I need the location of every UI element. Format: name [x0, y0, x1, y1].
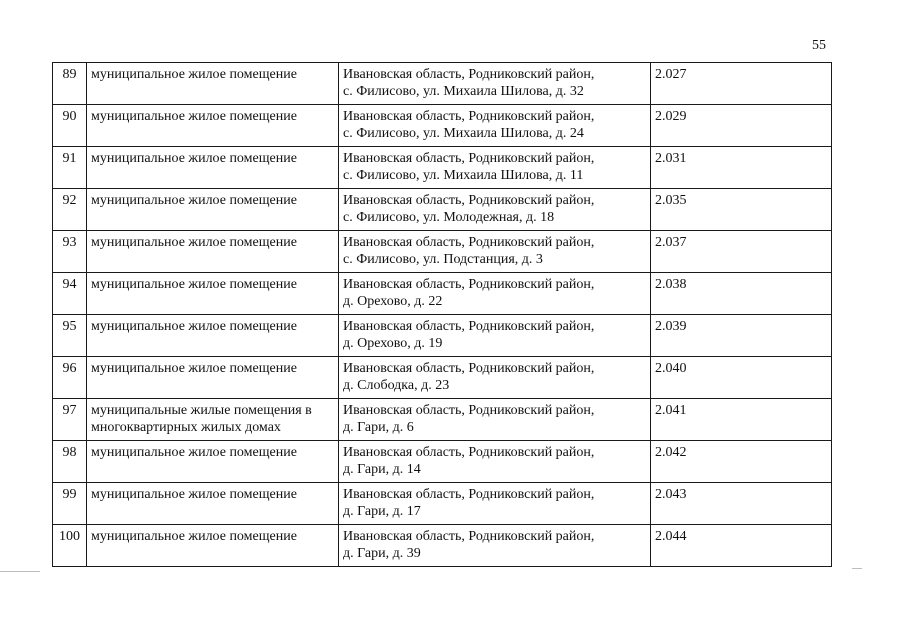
- table-row: [53, 441, 832, 483]
- table-row: [53, 189, 832, 231]
- table-row: [53, 147, 832, 189]
- property-address: [339, 525, 651, 567]
- property-code: 2.029: [651, 105, 832, 147]
- property-address: [339, 399, 651, 441]
- row-number: 99: [53, 483, 87, 525]
- address-line: Ивановская область, Родниковский район,: [343, 487, 595, 502]
- address-line: д. Гари, д. 39: [343, 546, 421, 561]
- property-address: [339, 441, 651, 483]
- address-line: Ивановская область, Родниковский район,: [343, 277, 595, 292]
- property-name: муниципальное жилое помещение: [87, 105, 339, 147]
- property-code: 2.037: [651, 231, 832, 273]
- property-code: 2.042: [651, 441, 832, 483]
- table-row: [53, 525, 832, 567]
- property-code: 2.039: [651, 315, 832, 357]
- address-line: с. Филисово, ул. Михаила Шилова, д. 32: [343, 84, 584, 99]
- property-address: [339, 147, 651, 189]
- page-number: 55: [812, 38, 826, 53]
- property-code: 2.031: [651, 147, 832, 189]
- address-line: д. Орехово, д. 22: [343, 294, 443, 309]
- address-line: д. Гари, д. 14: [343, 462, 421, 477]
- address-line: Ивановская область, Родниковский район,: [343, 403, 595, 418]
- table-row: [53, 273, 832, 315]
- address-line: д. Слободка, д. 23: [343, 378, 450, 393]
- property-code: 2.035: [651, 189, 832, 231]
- address-line: Ивановская область, Родниковский район,: [343, 67, 595, 82]
- property-code: 2.027: [651, 63, 832, 105]
- property-name: муниципальное жилое помещение: [87, 147, 339, 189]
- property-name: муниципальное жилое помещение: [87, 357, 339, 399]
- address-line: Ивановская область, Родниковский район,: [343, 445, 595, 460]
- address-line: Ивановская область, Родниковский район,: [343, 235, 595, 250]
- table-row: [53, 399, 832, 441]
- table-row: [53, 483, 832, 525]
- property-address: [339, 273, 651, 315]
- row-number: 92: [53, 189, 87, 231]
- address-line: Ивановская область, Родниковский район,: [343, 319, 595, 334]
- property-code: 2.041: [651, 399, 832, 441]
- address-line: с. Филисово, ул. Молодежная, д. 18: [343, 210, 555, 225]
- property-code: 2.038: [651, 273, 832, 315]
- row-number: 96: [53, 357, 87, 399]
- row-number: 95: [53, 315, 87, 357]
- address-line: д. Гари, д. 17: [343, 504, 421, 519]
- property-name: муниципальные жилые помещения в многоквартирных жилых домах: [87, 399, 339, 441]
- property-name: муниципальное жилое помещение: [87, 441, 339, 483]
- table-body: [53, 63, 832, 567]
- address-line: Ивановская область, Родниковский район,: [343, 109, 595, 124]
- address-line: Ивановская область, Родниковский район,: [343, 193, 595, 208]
- address-line: д. Гари, д. 6: [343, 420, 414, 435]
- address-line: Ивановская область, Родниковский район,: [343, 361, 595, 376]
- table-row: [53, 315, 832, 357]
- property-name: муниципальное жилое помещение: [87, 273, 339, 315]
- property-name: муниципальное жилое помещение: [87, 231, 339, 273]
- property-address: [339, 315, 651, 357]
- table-row: [53, 63, 832, 105]
- property-name: муниципальное жилое помещение: [87, 483, 339, 525]
- row-number: 93: [53, 231, 87, 273]
- row-number: 98: [53, 441, 87, 483]
- property-address: [339, 63, 651, 105]
- table-row: [53, 105, 832, 147]
- property-code: 2.044: [651, 525, 832, 567]
- property-address: [339, 105, 651, 147]
- property-address: [339, 231, 651, 273]
- address-line: д. Орехово, д. 19: [343, 336, 443, 351]
- table-row: [53, 231, 832, 273]
- property-address: [339, 357, 651, 399]
- property-table: [52, 62, 832, 567]
- scan-artifact-line: [852, 568, 862, 569]
- row-number: 91: [53, 147, 87, 189]
- property-address: [339, 189, 651, 231]
- address-line: Ивановская область, Родниковский район,: [343, 151, 595, 166]
- property-address: [339, 483, 651, 525]
- row-number: 100: [53, 525, 87, 567]
- address-line: с. Филисово, ул. Михаила Шилова, д. 24: [343, 126, 584, 141]
- property-name: муниципальное жилое помещение: [87, 315, 339, 357]
- property-name: муниципальное жилое помещение: [87, 63, 339, 105]
- table-row: [53, 357, 832, 399]
- row-number: 89: [53, 63, 87, 105]
- property-code: 2.040: [651, 357, 832, 399]
- row-number: 90: [53, 105, 87, 147]
- property-name: муниципальное жилое помещение: [87, 525, 339, 567]
- scan-artifact-line: [0, 571, 40, 572]
- property-name: муниципальное жилое помещение: [87, 189, 339, 231]
- address-line: с. Филисово, ул. Подстанция, д. 3: [343, 252, 543, 267]
- row-number: 97: [53, 399, 87, 441]
- address-line: с. Филисово, ул. Михаила Шилова, д. 11: [343, 168, 584, 183]
- property-code: 2.043: [651, 483, 832, 525]
- row-number: 94: [53, 273, 87, 315]
- address-line: Ивановская область, Родниковский район,: [343, 529, 595, 544]
